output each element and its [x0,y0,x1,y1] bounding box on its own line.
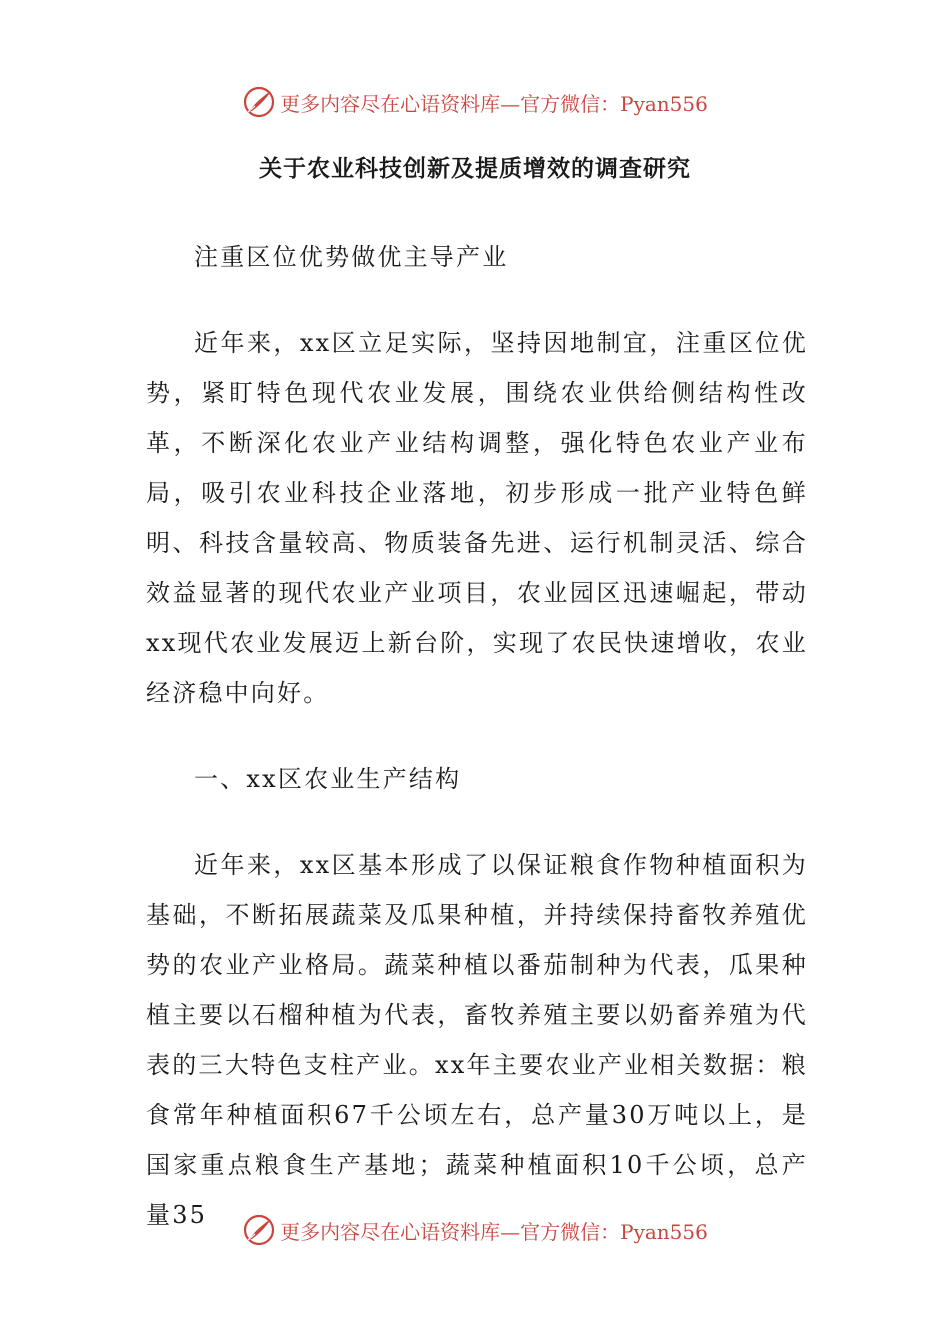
watermark-text: 更多内容尽在心语资料库—官方微信：Pyan556 [280,1219,708,1244]
quill-pen-logo-icon [242,85,276,119]
section-heading: 注重区位优势做优主导产业 [194,243,509,271]
body-paragraph: 近年来，xx区立足实际，坚持因地制宜，注重区位优势，紧盯特色现代农业发展，围绕农业供给侧结构性改革，不断深化农业产业结构调整，强化特色农业产业布局，吸引农业科技企业落地，初步形成一批产业特色鲜明、科技含量较高、物质装备先进、运行机制灵活、综合效益显著的现代农业产业项目，农业园区迅速崛起，带动xx现代农业发展迈上新台阶，实现了农民快速增收，农业经济稳中向好。 [146,329,808,707]
body-paragraph: 近年来，xx区基本形成了以保证粮食作物种植面积为基础，不断拓展蔬菜及瓜果种植，并持续保持畜牧养殖优势的农业产业格局。蔬菜种植以番茄制种为代表，瓜果种植主要以石榴种植为代表，畜牧养殖主要以奶畜养殖为代表的三大特色支柱产业。xx年主要农业产业相关数据：粮食常年种植面积67千公顷左右，总产量30万吨以上，是国家重点粮食生产基地；蔬菜种植面积10千公顷，总产量35 [146,851,808,1229]
section-heading: 一、xx区农业生产结构 [194,765,462,793]
watermark-banner-top [0,82,950,122]
document-body [146,232,808,1240]
quill-pen-logo-icon [242,1213,276,1247]
document-title: 关于农业科技创新及提质增效的调查研究 [259,155,691,182]
watermark-text: 更多内容尽在心语资料库—官方微信：Pyan556 [280,91,708,116]
watermark-banner-bottom [0,1210,950,1250]
